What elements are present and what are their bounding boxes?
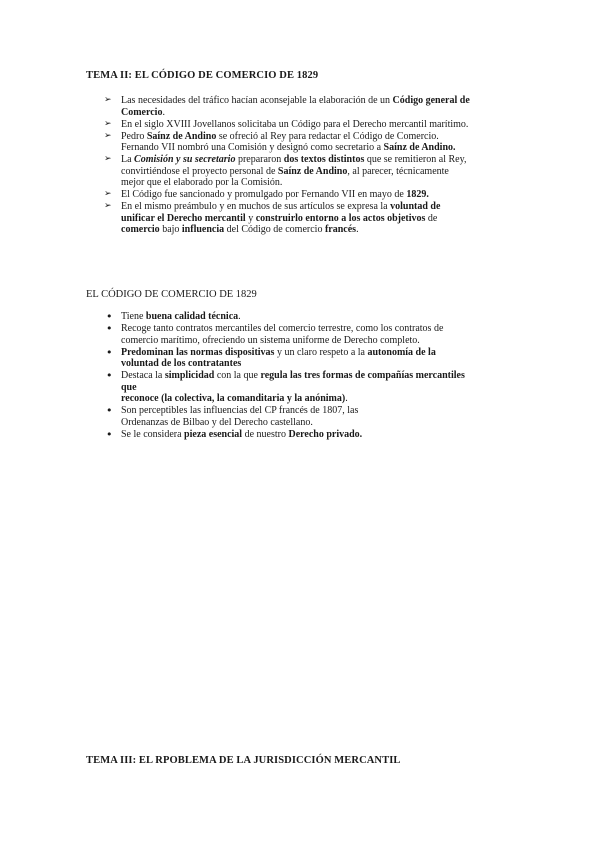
list-item-line <box>121 107 513 119</box>
list-item-line <box>121 347 513 359</box>
text-run: Fernando VII nombró una Comisión y designó como secretario a <box>121 142 384 154</box>
list-item <box>0 131 513 154</box>
text-run: Se le considera <box>121 428 185 440</box>
list-item <box>0 323 513 346</box>
text-run: Destaca la <box>121 370 165 382</box>
text-run: . <box>162 106 165 118</box>
emphasis-text: buena calidad técnica <box>145 311 239 322</box>
list-item-line <box>121 393 513 405</box>
emphasis-text: Código general de <box>392 95 470 106</box>
list-item-line <box>121 166 513 178</box>
emphasis-text: 1829. <box>406 189 429 201</box>
arrow-bullet-icon: ➢ <box>104 118 112 129</box>
arrow-bullet-icon: ➢ <box>104 189 112 200</box>
list-item <box>0 119 513 131</box>
arrow-bullet-icon: ➢ <box>104 130 112 141</box>
emphasis-text: unificar el Derecho mercantil <box>121 212 246 224</box>
list-item <box>0 311 513 323</box>
list-item-line <box>121 142 513 154</box>
emphasis-text: Comisión y su secretario <box>134 154 236 166</box>
emphasis-text: regula las tres formas de compañías mercantiles <box>260 370 465 382</box>
codigo-1829-list <box>0 311 513 441</box>
text-run: El Código fue sancionado y promulgado por Fernando VII en mayo de <box>121 189 407 201</box>
arrow-bullet-icon: ➢ <box>104 154 112 165</box>
list-item <box>0 201 513 236</box>
bullet-icon: • <box>106 310 113 323</box>
list-item-line <box>121 370 513 382</box>
codigo-1829-heading: EL CÓDIGO DE COMERCIO DE 1829 <box>86 289 257 300</box>
text-run: En el siglo XVIII Jovellanos solicitaba un Código para el Derecho mercantil marítimo. <box>121 118 469 130</box>
text-run: . <box>356 224 359 236</box>
list-item-line <box>121 429 513 441</box>
list-item-line <box>121 358 513 370</box>
emphasis-text: francés <box>324 224 357 236</box>
bullet-icon: • <box>106 369 113 383</box>
list-item-line <box>121 119 513 131</box>
list-item-line <box>121 311 513 323</box>
emphasis-text: voluntad de <box>390 201 441 213</box>
emphasis-text: Saínz de Andino. <box>383 142 456 154</box>
list-item-line <box>121 323 513 335</box>
text-run: bajo <box>159 224 182 236</box>
arrow-bullet-icon: ➢ <box>104 201 112 212</box>
text-run: . <box>345 393 348 405</box>
text-run: Son perceptibles las influencias del CP francés de 1807, las <box>121 405 359 417</box>
text-run: , al parecer, técnicamente <box>347 165 449 177</box>
emphasis-text: influencia <box>181 224 225 236</box>
text-run: Recoge tanto contratos mercantiles del comercio terrestre, como los contratos de <box>121 322 444 334</box>
list-item-line <box>121 224 513 236</box>
emphasis-text: Predominan las normas dispositivas <box>121 346 275 358</box>
emphasis-text: Saínz de Andino <box>277 165 348 177</box>
emphasis-text: construirlo entorno a los actos objetivos <box>255 212 426 224</box>
list-item-line <box>121 95 513 107</box>
list-item-line <box>121 131 513 143</box>
list-item <box>0 95 513 118</box>
text-run: del Código de comercio <box>224 224 325 236</box>
tema-ii-list <box>0 95 513 236</box>
bullet-icon: • <box>106 404 113 418</box>
text-run: Tiene <box>121 311 146 322</box>
text-run: Las necesidades del tráfico hacían aconsejable la elaboración de un <box>121 95 393 106</box>
text-run: y un claro respeto a la <box>274 346 368 358</box>
emphasis-text: Saínz de Andino <box>146 130 217 142</box>
text-run: que se remitieron al Rey, <box>364 154 467 166</box>
text-run: de nuestro <box>242 428 289 440</box>
text-run: comercio marítimo, ofreciendo un sistema uniforme de Derecho completo. <box>121 334 420 346</box>
text-run: . <box>238 311 241 322</box>
list-item-line <box>121 335 513 347</box>
bullet-icon: • <box>106 321 113 335</box>
emphasis-text: Derecho privado. <box>288 428 363 440</box>
emphasis-text: reconoce (la colectiva, la comanditaria y la anónima) <box>121 393 346 405</box>
list-item-line <box>121 382 513 394</box>
list-item <box>0 347 513 370</box>
list-item <box>0 189 513 201</box>
list-item-line <box>121 189 513 201</box>
text-run: En el mismo preámbulo y en muchos de sus artículos se expresa la <box>121 201 391 213</box>
list-item-line <box>121 213 513 225</box>
list-item-line <box>121 405 513 417</box>
list-item-line <box>121 177 513 189</box>
text-run: con la que <box>214 370 261 382</box>
list-item <box>0 370 513 405</box>
tema-iii-heading: TEMA III: EL RPOBLEMA DE LA JURISDICCIÓN MERCANTIL <box>86 755 401 766</box>
text-run: La <box>121 154 135 166</box>
text-run: Pedro <box>121 130 147 142</box>
text-run: de <box>425 212 438 224</box>
emphasis-text: autonomía de la <box>367 346 436 358</box>
emphasis-text: comercio <box>121 224 160 236</box>
emphasis-text: pieza esencial <box>184 428 243 440</box>
emphasis-text: que <box>121 381 137 393</box>
text-run: Ordenanzas de Bilbao y del Derecho castellano. <box>121 416 313 428</box>
bullet-icon: • <box>106 345 113 359</box>
tema-ii-heading: TEMA II: EL CÓDIGO DE COMERCIO DE 1829 <box>86 70 319 81</box>
emphasis-text: voluntad de los contratantes <box>121 358 242 370</box>
list-item-line <box>121 201 513 213</box>
text-run: prepararon <box>235 154 284 166</box>
list-item <box>0 154 513 189</box>
list-item-line <box>121 417 513 429</box>
list-item <box>0 405 513 428</box>
text-run: mejor que el elaborado por la Comisión. <box>121 177 283 189</box>
text-run: se ofreció al Rey para redactar el Código de Comercio. <box>216 130 439 142</box>
emphasis-text: simplicidad <box>164 370 215 382</box>
emphasis-text: Comercio <box>121 106 163 118</box>
list-item <box>0 429 513 441</box>
emphasis-text: dos textos distintos <box>283 154 365 166</box>
arrow-bullet-icon: ➢ <box>104 95 112 105</box>
bullet-icon: • <box>106 427 113 441</box>
text-run: y <box>245 212 256 224</box>
list-item-line <box>121 154 513 166</box>
text-run: convirtiéndose el proyecto personal de <box>121 165 278 177</box>
